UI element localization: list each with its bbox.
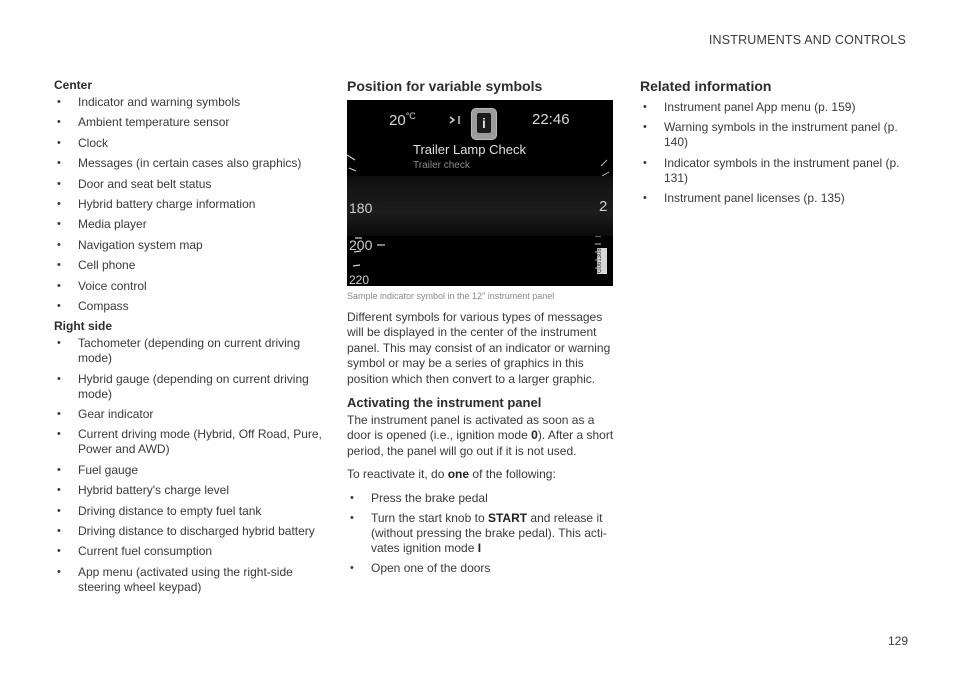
clock-readout: 22:46 xyxy=(532,111,570,128)
related-link[interactable]: • Warning symbols in the instrument panel (p. 140) xyxy=(643,120,898,150)
activating-heading: Activating the instrument panel xyxy=(347,395,542,411)
list-item: • Driving distance to discharged hybrid battery xyxy=(57,524,315,539)
list-item: • Current fuel consumption xyxy=(57,544,213,559)
related-link[interactable]: • Instrument panel App menu (p. 159) xyxy=(643,100,856,114)
center-display-band xyxy=(347,176,613,236)
info-icon: i xyxy=(471,108,497,140)
list-item: • Cell phone xyxy=(57,258,136,273)
speed-label-200: 200 xyxy=(349,237,373,253)
list-item: • Open one of the doors xyxy=(350,561,491,576)
related-link[interactable]: • Indicator symbols in the instrument panel (p. 131) xyxy=(643,155,900,185)
list-item: • Ambient temperature sensor xyxy=(57,115,230,130)
variable-symbols-paragraph: Different symbols for various types of messages will be displayed in the center of the instrument panel. This may consist of an indicator or warning symbol or may be a series of graphics in this position which then convert to a larger graphic. xyxy=(347,310,611,386)
right-side-list xyxy=(54,336,322,595)
column-1 xyxy=(54,78,322,600)
list-item: • Compass xyxy=(57,298,129,313)
list-item: • Media player xyxy=(57,217,147,232)
activating-paragraph-2: To reactivate it, do one of the following: xyxy=(347,467,556,482)
list-item: • Voice control xyxy=(57,278,147,293)
column-3 xyxy=(640,78,910,212)
list-item: • Messages (in certain cases also graphics) xyxy=(57,156,302,171)
temperature-readout: $20^{^\circ C}$ xyxy=(389,111,416,129)
list-item: • App menu (activated using the right-side steering wheel keypad) xyxy=(57,564,293,594)
list-item: • Hybrid battery charge information xyxy=(57,196,256,211)
list-item: • Driving distance to empty fuel tank xyxy=(57,503,262,518)
related-information-heading: Related information xyxy=(640,78,772,94)
column-2 xyxy=(347,78,615,582)
list-item: • Turn the start knob to START and release it (without pressing the brake pedal). This acti-vates ignition mode I xyxy=(350,511,607,556)
list-item: • Gear indicator xyxy=(57,407,154,422)
speed-label-180: 180 xyxy=(349,200,373,216)
instrument-panel-figure xyxy=(347,100,613,286)
list-item: • Hybrid battery's charge level xyxy=(57,483,230,498)
list-item: • Press the brake pedal xyxy=(350,490,488,505)
center-heading: Center xyxy=(54,78,93,92)
related-list xyxy=(640,100,910,206)
figure-caption: Sample indicator symbol in the 12" instrument panel xyxy=(347,291,555,301)
related-link[interactable]: • Instrument panel licenses (p. 135) xyxy=(643,191,845,206)
list-item: • Indicator and warning symbols xyxy=(57,95,241,109)
list-item: • Clock xyxy=(57,135,109,150)
variable-symbols-heading: Position for variable symbols xyxy=(347,78,543,94)
page-number: 129 xyxy=(887,634,908,648)
center-list xyxy=(54,95,322,314)
right-side-heading: Right side xyxy=(54,319,113,334)
section-header: INSTRUMENTS AND CONTROLS xyxy=(708,33,906,47)
message-subtitle: Trailer check xyxy=(413,160,470,171)
tach-label-2: 2 xyxy=(599,198,608,215)
list-item: • Hybrid gauge (depending on current driving mode) xyxy=(57,371,309,401)
list-item: • Navigation system map xyxy=(57,237,203,252)
list-item: • Current driving mode (Hybrid, Off Road, Pure, Power and AWD) xyxy=(57,427,322,457)
activating-list xyxy=(347,491,615,577)
speed-label-220: 220 xyxy=(349,273,370,286)
list-item: • Fuel gauge xyxy=(57,462,139,477)
image-code: G061308 xyxy=(597,248,607,274)
activating-paragraph-1: The instrument panel is activated as soon as a door is opened (i.e., ignition mode 0). After a short period, the panel will go out if it is not used. xyxy=(347,413,614,458)
list-item: • Door and seat belt status xyxy=(57,176,212,191)
list-item: • Tachometer (depending on current driving mode) xyxy=(57,336,301,366)
message-title: Trailer Lamp Check xyxy=(413,142,526,157)
